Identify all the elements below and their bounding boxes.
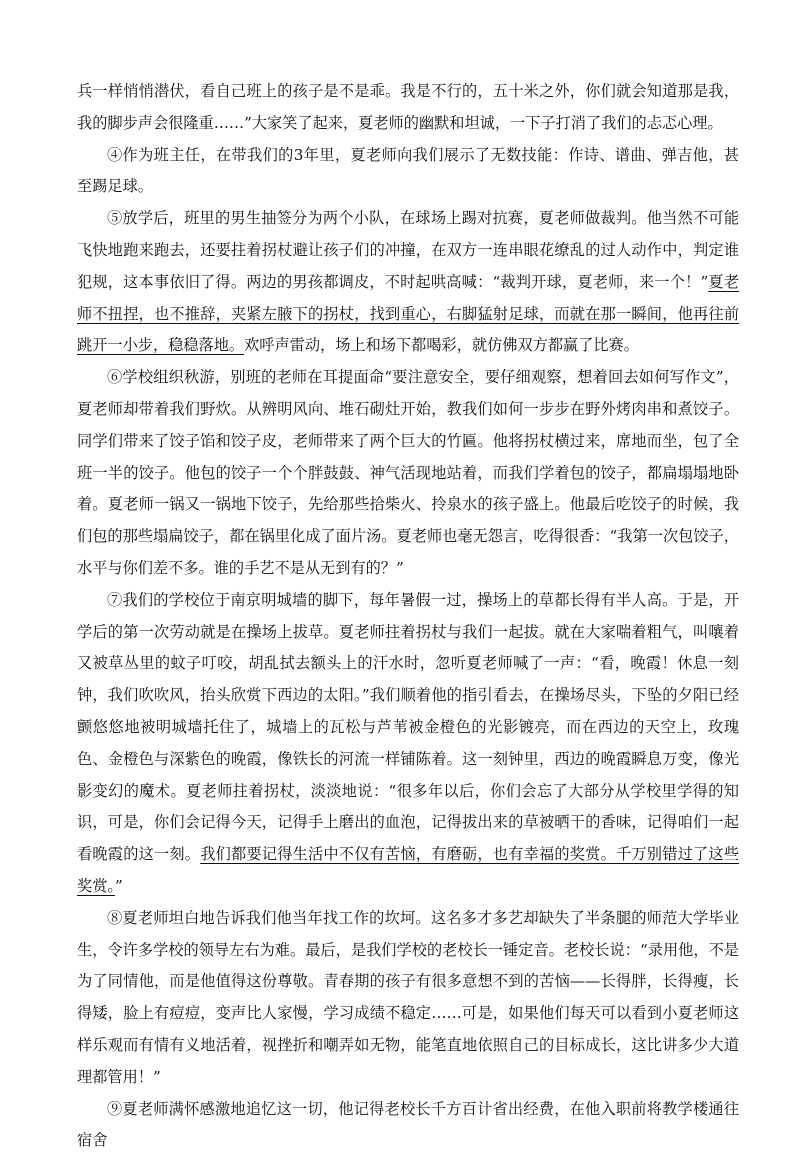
underlined-sentence: 夏老师不扭捏，也不推辞，夹紧左腋下的拐杖，找到重心，右脚猛射足球，而就在那一瞬间，他再往前跳开一小步，稳稳落地。 [77, 273, 739, 355]
article-body [77, 76, 739, 1157]
paragraph-text: ⑨夏老师满怀感激地追忆这一切，他记得老校长千方百计省出经费，在他入职前将教学楼通往宿舍 [77, 1100, 739, 1150]
paragraph-text: ④作为班主任，在带我们的3年里，夏老师向我们展示了无数技能：作诗、谱曲、弹吉他，甚至踢足球。 [77, 146, 739, 196]
paragraph-text: ” [115, 877, 123, 895]
paragraph-text: ⑧夏老师坦白地告诉我们他当年找工作的坎坷。这名多才多艺却缺失了半条腿的师范大学毕业生，令许多学校的领导左右为难。最后，是我们学校的老校长一锤定音。老校长说：“录用他，不是为了同情他，而是他值得这份尊敬。青春期的孩子有很多意想不到的苦恼——长得胖，长得瘦，长得矮，脸上有痘痘，变声比人家慢，学习成绩不稳定……可是，如果他们每天可以看到小夏老师这样乐观而有情有义地活着，视挫折和嘲弄如无物，能笔直地依照自己的目标成长，这比讲多少大道理都管用！” [77, 909, 739, 1086]
paragraph-text: ⑤放学后，班里的男生抽签分为两个小队，在球场上踢对抗赛，夏老师做裁判。他当然不可能飞快地跑来跑去，还要拄着拐杖避让孩子们的冲撞，在双方一连串眼花缭乱的过人动作中，判定谁犯规，这本事依旧了得。两边的男孩都调皮，不时起哄高喊：“裁判开球，夏老师，来一个！” [77, 209, 739, 291]
paragraph-6 [77, 362, 739, 585]
paragraph-text: 欢呼声雷动，场上和场下都喝彩，就仿佛双方都赢了比赛。 [244, 336, 639, 354]
underlined-sentence: 我们都要记得生活中不仅有苦恼，有磨砺，也有幸福的奖赏。千万别错过了这些奖赏。 [77, 845, 739, 895]
paragraph-text: ⑥学校组织秋游，别班的老师在耳提面命“要注意安全，要仔细观察，想着回去如何写作文”，夏老师却带着我们野炊。从辨明风向、堆石砌灶开始，教我们如何一步步在野外烤肉串和煮饺子。同学们带来了饺子馅和饺子皮，老师带来了两个巨大的竹匾。他将拐杖横过来，席地而坐，包了全班一半的饺子。他包的饺子一个个胖鼓鼓、神气活现地站着，而我们学着包的饺子，都扁塌塌地卧着。夏老师一锅又一锅地下饺子，先给那些拾柴火、拎泉水的孩子盛上。他最后吃饺子的时候，我们包的那些塌扁饺子，都在锅里化成了面片汤。夏老师也毫无怨言，吃得很香：“我第一次包饺子，水平与你们差不多。谁的手艺不是从无到有的？” [77, 368, 739, 577]
paragraph-7 [77, 585, 739, 903]
paragraph-text: ⑦我们的学校位于南京明城墙的脚下，每年暑假一过，操场上的草都长得有半人高。于是，开学后的第一次劳动就是在操场上拔草。夏老师拄着拐杖与我们一起拔。就在大家喘着粗气，叫嚷着又被草丛里的蚊子叮咬，胡乱拭去额头上的汗水时，忽听夏老师喊了一声：“看，晚霞！休息一刻钟，我们吹吹风，抬头欣赏下西边的太阳。”我们顺着他的指引看去，在操场尽头，下坠的夕阳已经颤悠悠地被明城墙托住了，城墙上的瓦松与芦苇被金橙色的光影镀亮，而在西边的天空上，玫瑰色、金橙色与深紫色的晚霞，像铁长的河流一样铺陈着。这一刻钟里，西边的晚霞瞬息万变，像光影变幻的魔术。夏老师拄着拐杖，淡淡地说：“很多年以后，你们会忘了大部分从学校里学得的知识，可是，你们会记得今天，记得手上磨出的血泡，记得拔出来的草被晒干的香味，记得咱们一起看晚霞的这一刻。 [77, 591, 739, 863]
paragraph-8 [77, 903, 739, 1094]
paragraph-4 [77, 140, 739, 204]
paragraph-text: 兵一样悄悄潜伏，看自己班上的孩子是不是乖。我是不行的，五十米之外，你们就会知道那是我，我的脚步声会很隆重……”大家笑了起来，夏老师的幽默和坦诚，一下子打消了我们的忐忑心理。 [77, 82, 739, 132]
paragraph-continued [77, 76, 739, 140]
paragraph-9 [77, 1094, 739, 1157]
paragraph-5 [77, 203, 739, 362]
